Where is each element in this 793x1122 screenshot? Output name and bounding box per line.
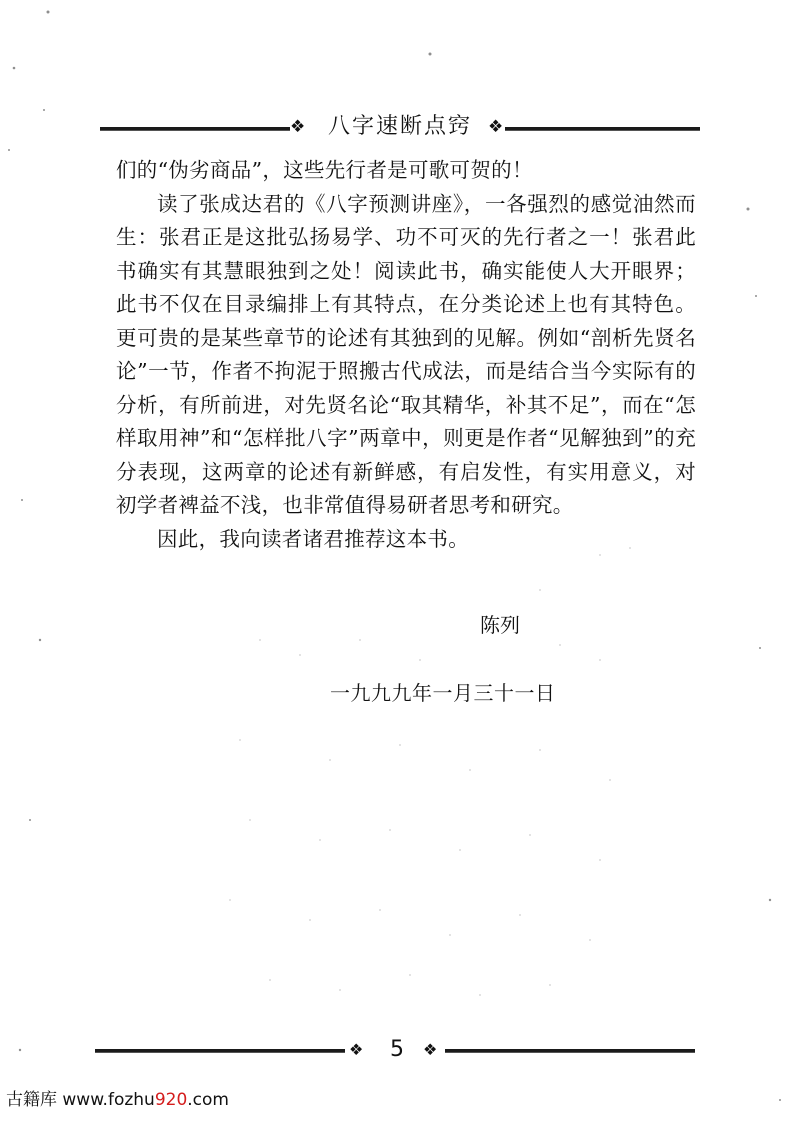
date-line: 一九九九年一月三十一日 — [330, 681, 556, 705]
paragraph-recommendation: 因此，我向读者诸君推荐这本书。 — [157, 526, 469, 551]
paragraph-review: 读了张成达君的《八字预测讲座》，一各强烈的感觉油然而生：张君正是这批弘扬易学、功不可灭的先行者之一！张君此书确实有其慧眼独到之处！阅读此书，确实能使人大开眼界；此书不仅在目录编排上有其特点，在分类论述上也有其特色。更可贵的是某些章节的论述有其独到的见解。例如“剖析先贤名论”一节，作者不拘泥于照搬古代成法，而是结合当今实际有的分析，有所前进，对先贤名论“取其精华，补其不足”，而在“怎样取用神”和“怎样批八字”两章中，则更是作者“见解独到”的充分表现，这两章的论述有新鲜感，有启发性，有实用意义，对初学者裨益不浅，也非常值得易研者思考和研究。 — [116, 191, 696, 517]
knot-ornament-icon: ❖ — [290, 117, 306, 137]
knot-ornament-icon: ❖ — [488, 117, 504, 137]
watermark-prefix: 古籍库 www.fozhu — [6, 1090, 155, 1110]
page-number: 5 — [390, 1037, 404, 1062]
author-signature: 陈列 — [480, 613, 520, 637]
watermark-suffix: .com — [187, 1090, 229, 1110]
paragraph-continuation: 们的“伪劣商品”，这些先行者是可歌可贺的！ — [116, 158, 533, 182]
knot-ornament-icon: ❖ — [423, 1040, 438, 1059]
header-title: 八字速断点窍 — [327, 114, 472, 139]
watermark-highlight: 920 — [154, 1090, 188, 1110]
knot-ornament-icon: ❖ — [349, 1040, 364, 1059]
